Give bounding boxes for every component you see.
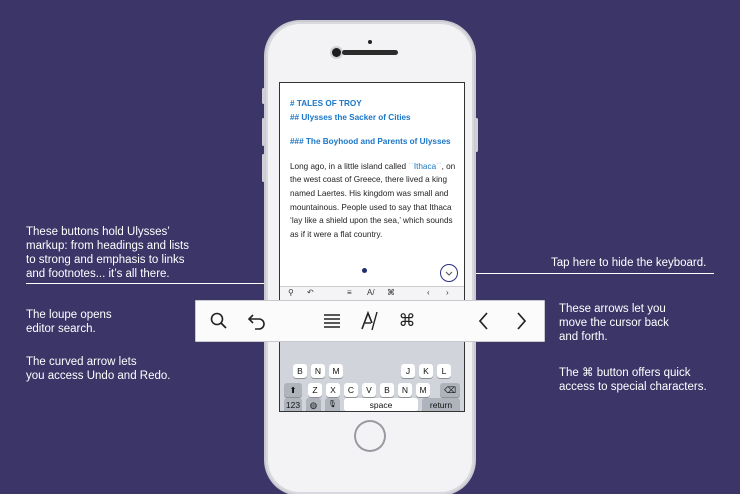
- space-key[interactable]: space: [344, 398, 418, 412]
- key[interactable]: Z: [308, 383, 322, 397]
- shift-key[interactable]: ⬆: [284, 383, 302, 397]
- key[interactable]: M: [329, 364, 343, 378]
- proximity-sensor: [368, 40, 372, 44]
- key[interactable]: B: [293, 364, 307, 378]
- leader-hide-keyboard: [458, 273, 714, 274]
- chevron-down-icon: [441, 265, 457, 281]
- callout-curved-arrow: The curved arrow lets you access Undo and Redo.: [26, 356, 171, 382]
- callout-arrows: These arrows let you move the cursor back and forth.: [559, 303, 669, 343]
- key[interactable]: L: [437, 364, 451, 378]
- mute-switch: [262, 88, 265, 104]
- heading-2: ## Ulysses the Sacker of Cities: [290, 112, 411, 122]
- numbers-key[interactable]: 123: [285, 400, 301, 410]
- editor-toolbar-zoomed: [195, 300, 545, 342]
- callout-markup: These buttons hold Ulysses’ markup: from headings and lists to strong and emphasis to links and footnotes... it’s all there.: [26, 226, 189, 280]
- key[interactable]: M: [416, 383, 430, 397]
- key[interactable]: B: [380, 383, 394, 397]
- delete-key[interactable]: ⌫: [440, 383, 460, 397]
- mini-prev-icon[interactable]: ‹: [427, 288, 430, 297]
- key[interactable]: K: [419, 364, 433, 378]
- search-icon[interactable]: [206, 308, 232, 334]
- return-key[interactable]: return: [422, 398, 460, 412]
- microphone-icon[interactable]: 🎙: [325, 398, 340, 412]
- mini-undo-icon[interactable]: ↶: [307, 288, 314, 297]
- hide-keyboard-button[interactable]: [440, 264, 458, 282]
- volume-up-button: [262, 118, 265, 146]
- inline-code: ``Ithaca``: [408, 161, 442, 171]
- chevron-left-icon[interactable]: [471, 308, 497, 334]
- front-camera: [332, 48, 341, 57]
- mini-cmd-icon[interactable]: ⌘: [387, 288, 395, 297]
- screen: [279, 82, 465, 412]
- key[interactable]: X: [326, 383, 340, 397]
- phone-frame: [266, 22, 474, 494]
- heading-3: ### The Boyhood and Parents of Ulysses: [290, 137, 451, 147]
- key[interactable]: N: [398, 383, 412, 397]
- key[interactable]: C: [344, 383, 358, 397]
- text-cursor[interactable]: [362, 268, 367, 273]
- editor-text[interactable]: [290, 97, 458, 241]
- heading-1: # TALES OF TROY: [290, 99, 362, 108]
- chevron-right-icon[interactable]: [508, 308, 534, 334]
- key[interactable]: J: [401, 364, 415, 378]
- mini-search-icon[interactable]: ⚲: [288, 288, 294, 297]
- callout-cmd: The ⌘ button offers quick access to special characters.: [559, 367, 707, 393]
- mini-markup-icon[interactable]: A/: [367, 288, 375, 297]
- key[interactable]: N: [311, 364, 325, 378]
- keyboard: [280, 330, 464, 411]
- undo-icon[interactable]: [244, 308, 270, 334]
- callout-hide-keyboard: Tap here to hide the keyboard.: [551, 257, 707, 269]
- mini-toolbar: [280, 286, 464, 301]
- list-icon[interactable]: [319, 308, 345, 334]
- volume-down-button: [262, 154, 265, 182]
- command-icon[interactable]: ⌘: [398, 311, 416, 330]
- key[interactable]: V: [362, 383, 376, 397]
- mini-next-icon[interactable]: ›: [446, 288, 449, 297]
- earpiece: [342, 50, 398, 55]
- paragraph: Long ago, in a little island called ``Ithaca``, on the west coast of Greece, there lived a king named Laertes. His kingdom was small and mountainous. People used to say that Ithaca ‘lay like a shield upon the sea,’ which sounds as if it were a flat country.: [290, 161, 456, 239]
- home-button[interactable]: [354, 420, 386, 452]
- globe-icon[interactable]: ◍: [306, 398, 321, 412]
- mini-list-icon[interactable]: ≡: [347, 288, 352, 297]
- markup-icon[interactable]: [357, 308, 383, 334]
- power-button: [475, 118, 478, 152]
- callout-loupe: The loupe opens editor search.: [26, 309, 112, 335]
